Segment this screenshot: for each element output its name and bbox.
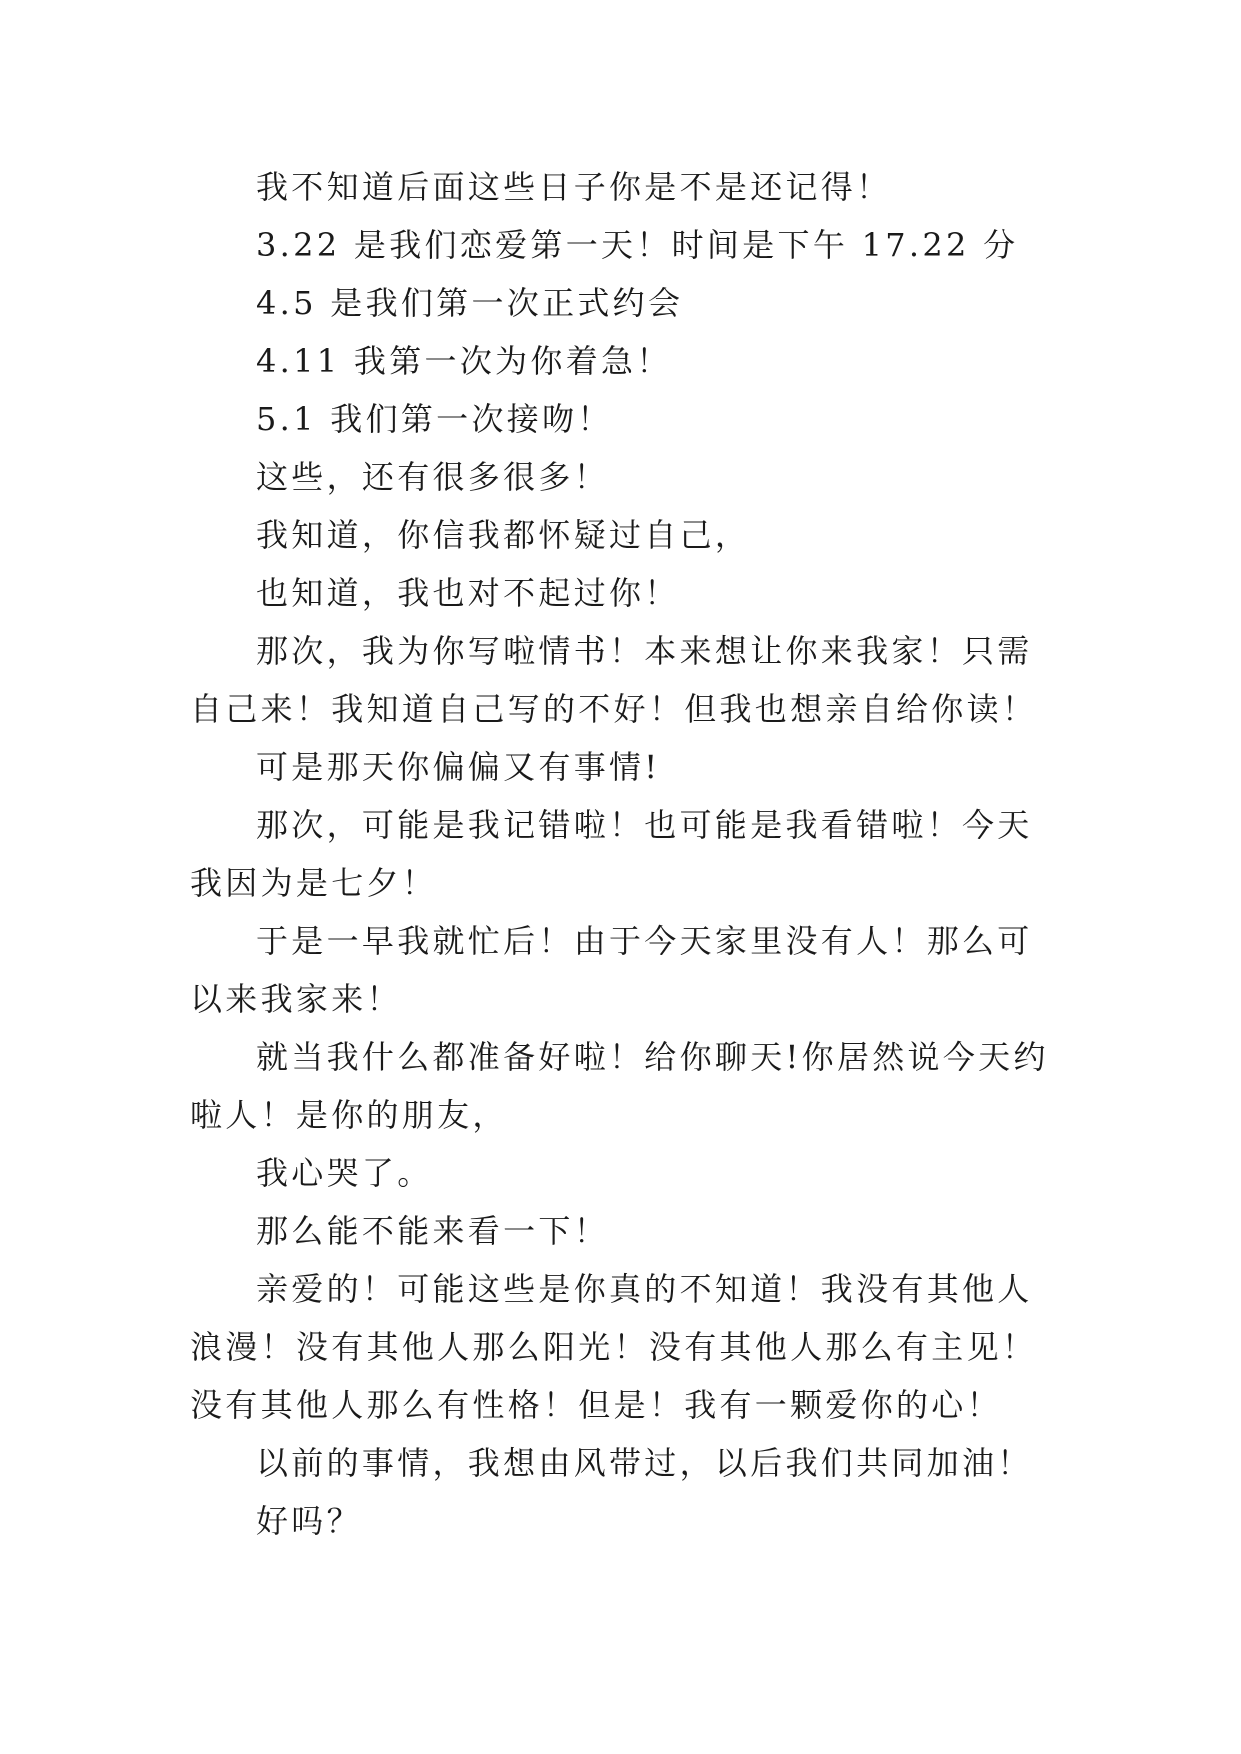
paragraph: 我知道，你信我都怀疑过自己，: [256, 516, 751, 554]
paragraph: 4.11 我第一次为你着急！: [256, 342, 672, 380]
paragraph: 那么能不能来看一下！: [256, 1212, 610, 1250]
paragraph: 亲爱的！可能这些是你真的不知道！我没有其他人浪漫！没有其他人那么阳光！没有其他人那么有主见！没有其他人那么有性格！但是！我有一颗爱你的心！: [190, 1270, 1038, 1424]
paragraph: 就当我什么都准备好啦！给你聊天!你居然说今天约啦人！是你的朋友，: [190, 1038, 1049, 1134]
paragraph: 好吗？: [256, 1502, 362, 1540]
paragraph: 那次，我为你写啦情书！本来想让你来我家！只需自己来！我知道自己写的不好！但我也想亲自给你读！: [190, 632, 1038, 728]
paragraph: 5.1 我们第一次接吻！: [256, 400, 613, 438]
paragraph: 也知道，我也对不起过你！: [256, 574, 680, 612]
paragraph: 这些，还有很多很多！: [256, 458, 610, 496]
paragraph: 3.22 是我们恋爱第一天！时间是下午 17.22 分: [256, 226, 1019, 264]
paragraph: 可是那天你偏偏又有事情!: [256, 748, 661, 786]
paragraph: 于是一早我就忙后！由于今天家里没有人！那么可以来我家来！: [190, 922, 1033, 1018]
letter-body: [190, 158, 1050, 1550]
paragraph: 以前的事情，我想由风带过，以后我们共同加油！: [256, 1444, 1033, 1482]
paragraph: 那次，可能是我记错啦！也可能是我看错啦！今天我因为是七夕！: [190, 806, 1033, 902]
paragraph: 我不知道后面这些日子你是不是还记得！: [256, 168, 892, 206]
paragraph: 4.5 是我们第一次正式约会: [256, 284, 684, 322]
paragraph: 我心哭了。: [256, 1154, 433, 1192]
